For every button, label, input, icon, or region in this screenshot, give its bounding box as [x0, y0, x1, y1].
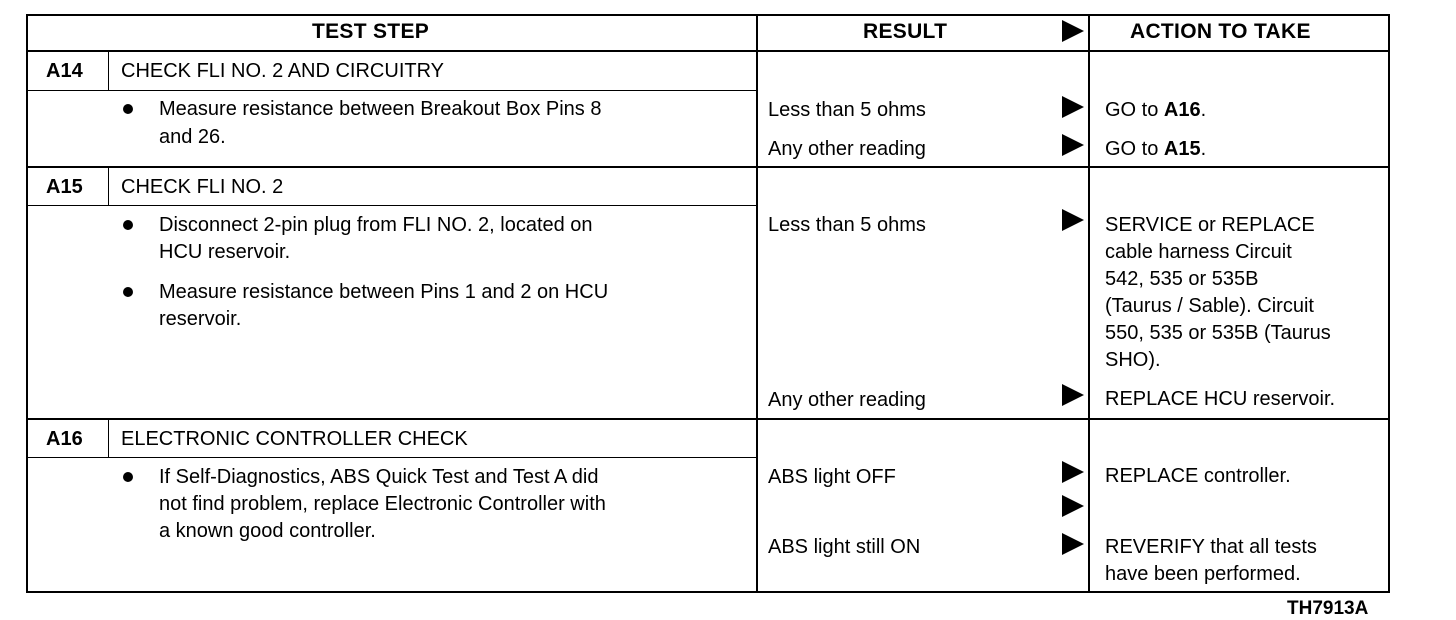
- step-title-underline-a16: [26, 457, 758, 458]
- header-test-step: TEST STEP: [312, 20, 430, 43]
- step-id: A16: [46, 428, 83, 450]
- bullet-icon: [123, 220, 133, 230]
- action-line: 550, 535 or 535B (Taurus: [1105, 322, 1331, 344]
- result-arrow-icon: [1062, 384, 1084, 406]
- bullet-icon: [123, 104, 133, 114]
- step-instruction-line: HCU reservoir.: [159, 241, 291, 263]
- table-border-bottom: [26, 591, 1390, 593]
- step-title-underline-a14: [26, 90, 758, 91]
- step-title: CHECK FLI NO. 2 AND CIRCUITRY: [121, 60, 445, 82]
- table-border-right: [1388, 14, 1390, 593]
- result-text: ABS light still ON: [768, 536, 921, 558]
- bullet-icon: [123, 472, 133, 482]
- result-text: Any other reading: [768, 138, 926, 160]
- action-suffix: .: [1200, 99, 1207, 121]
- result-text: Any other reading: [768, 389, 926, 411]
- action-line: REPLACE HCU reservoir.: [1105, 388, 1336, 410]
- step-instruction-line: Measure resistance between Breakout Box Pins 8: [159, 98, 602, 120]
- step-instruction-line: not find problem, replace Electronic Controller with: [159, 493, 606, 515]
- step-instruction-line: a known good controller.: [159, 520, 376, 542]
- step-title: CHECK FLI NO. 2: [121, 176, 284, 198]
- action-prefix: GO to: [1105, 99, 1164, 121]
- step-instruction-line: Measure resistance between Pins 1 and 2 on HCU: [159, 281, 609, 303]
- column-divider-action: [1088, 14, 1090, 593]
- row-divider-a15: [26, 166, 1390, 168]
- action-line: 542, 535 or 535B: [1105, 268, 1259, 290]
- table-border-left: [26, 14, 28, 593]
- step-title: ELECTRONIC CONTROLLER CHECK: [121, 428, 468, 450]
- step-instruction-line: and 26.: [159, 126, 226, 148]
- header-arrow-icon: [1062, 20, 1084, 42]
- action-line: SHO).: [1105, 349, 1161, 371]
- result-text: Less than 5 ohms: [768, 99, 926, 121]
- action-line: SERVICE or REPLACE: [1105, 214, 1315, 236]
- action-step-ref: A15: [1163, 138, 1201, 160]
- result-arrow-icon: [1062, 209, 1084, 231]
- column-divider-result: [756, 14, 758, 593]
- header-result: RESULT: [863, 20, 948, 43]
- header-divider: [26, 50, 1390, 52]
- action-line: REVERIFY that all tests: [1105, 536, 1317, 558]
- table-border-top: [26, 14, 1390, 16]
- figure-id: TH7913A: [1287, 598, 1369, 619]
- action-prefix: GO to: [1105, 138, 1164, 160]
- step-title-underline-a15: [26, 205, 758, 206]
- result-arrow-icon: [1062, 461, 1084, 483]
- step-id-divider-a15: [108, 168, 109, 206]
- action-text: [1105, 136, 1206, 163]
- action-line: REPLACE controller.: [1105, 465, 1291, 487]
- step-id-divider-a16: [108, 420, 109, 458]
- action-line: have been performed.: [1105, 563, 1301, 585]
- step-instruction-line: reservoir.: [159, 308, 242, 330]
- result-arrow-icon: [1062, 134, 1084, 156]
- step-instruction-line: Disconnect 2-pin plug from FLI NO. 2, located on: [159, 214, 593, 236]
- row-divider-a16: [26, 418, 1390, 420]
- action-step-ref: A16: [1163, 99, 1201, 121]
- action-text: [1105, 97, 1206, 124]
- step-id: A14: [46, 60, 83, 82]
- result-arrow-icon: [1062, 96, 1084, 118]
- header-action: ACTION TO TAKE: [1130, 20, 1311, 43]
- action-suffix: .: [1200, 138, 1207, 160]
- bullet-icon: [123, 287, 133, 297]
- step-id: A15: [46, 176, 83, 198]
- result-text: ABS light OFF: [768, 466, 896, 488]
- action-line: cable harness Circuit: [1105, 241, 1292, 263]
- result-arrow-icon: [1062, 495, 1084, 517]
- result-arrow-icon: [1062, 533, 1084, 555]
- result-text: Less than 5 ohms: [768, 214, 926, 236]
- action-line: (Taurus / Sable). Circuit: [1105, 295, 1314, 317]
- step-id-divider-a14: [108, 52, 109, 91]
- step-instruction-line: If Self-Diagnostics, ABS Quick Test and Test A did: [159, 466, 599, 488]
